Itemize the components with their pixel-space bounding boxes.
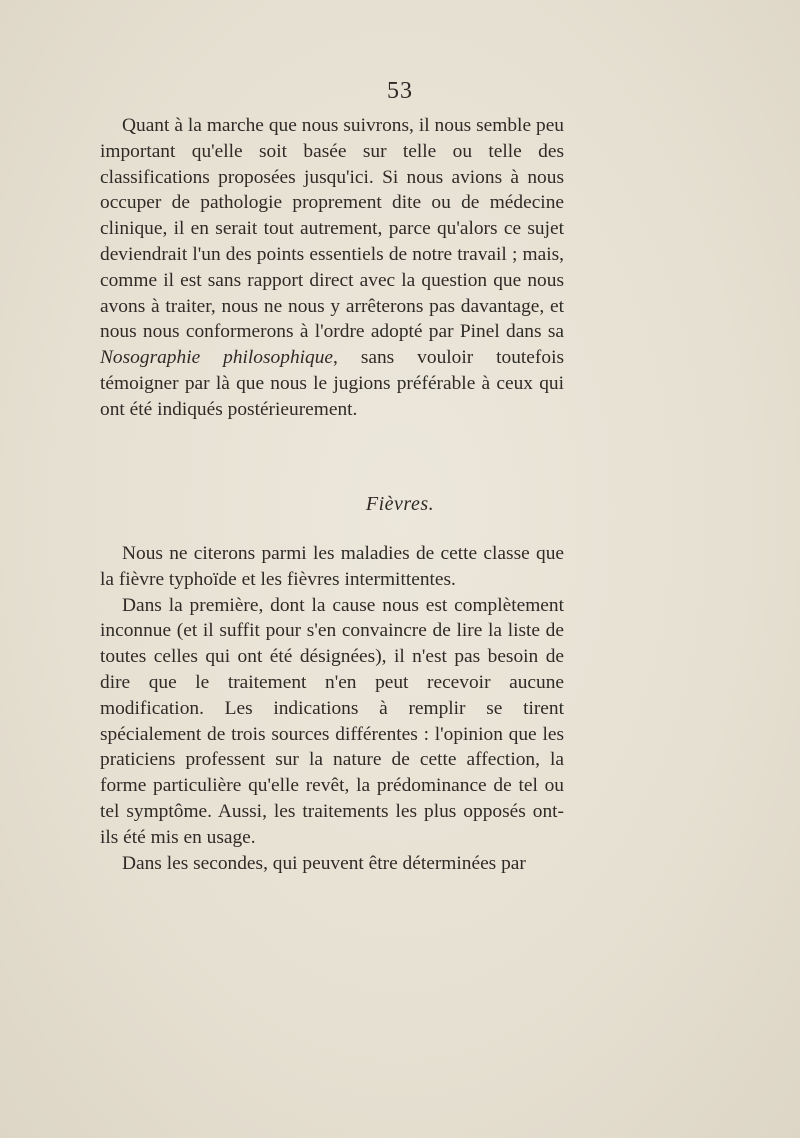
paragraph-intro <box>100 113 564 423</box>
paragraph-intro-text-2: , sans vouloir toutefois témoigner par là que nous le jugions préférable à ceux qui ont été indiqués postérieurement. <box>100 347 565 420</box>
book-title-italic: Nosographie philosophique <box>100 347 334 369</box>
text-block-top <box>100 113 564 423</box>
page-number: 53 <box>387 78 413 104</box>
paragraph-intro-text-1: Quant à la marche que nous suivrons, il nous semble peu important qu'elle soit basée sur telle ou telle des classifications proposées jusqu'ici. Si nous avions à nous occuper de pathologie proprement dite ou de médecine clinique, il en serait tout autrement, parce qu'alors ce sujet deviendrait l'un des points essentiels de notre travail ; mais, comme il est sans rapport direct avec la question que nous avons à traiter, nous ne nous y arrêterons pas davantage, et nous nous conformerons à l'ordre adopté par Pinel dans sa <box>100 115 564 343</box>
text-block-bottom <box>100 541 564 876</box>
paragraph-intermittent: Dans les secondes, qui peuvent être déterminées par <box>122 852 526 874</box>
section-heading: Fièvres. <box>365 493 435 515</box>
paragraph-fevers-intro: Nous ne citerons parmi les maladies de cette classe que la fièvre typhoïde et les fièvres intermittentes. <box>100 543 564 590</box>
paragraph-typhoid: Dans la première, dont la cause nous est complètement inconnue (et il suffit pour s'en convaincre de lire la liste de toutes celles qui ont été désignées), il n'est pas besoin de dire que le traitement n'en peut recevoir aucune modification. Les indications à remplir se tirent spécialement de trois sources différentes : l'opinion que les praticiens professent sur la nature de cette affection, la forme particulière qu'elle revêt, la prédominance de tel ou tel symptôme. Aussi, les traitements les plus opposés ont-ils été mis en usage. <box>100 594 564 848</box>
